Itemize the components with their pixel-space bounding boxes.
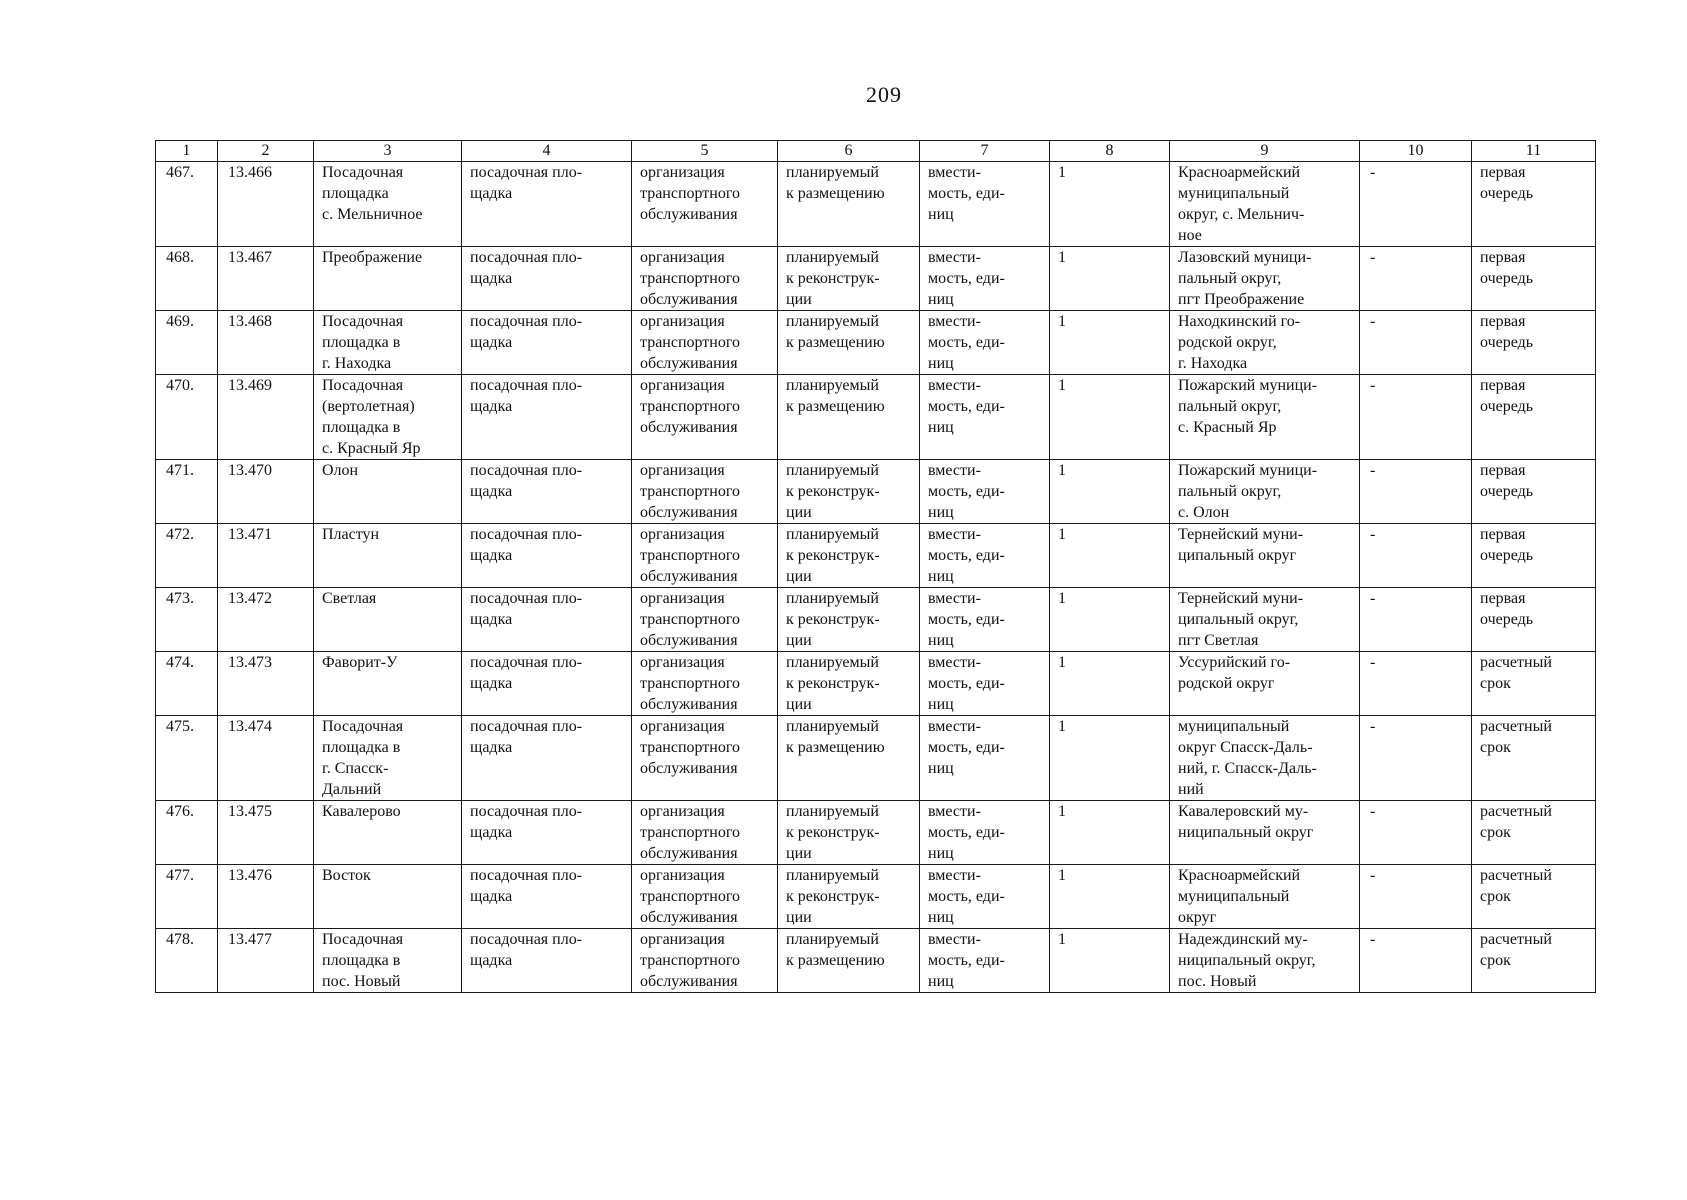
- cell-object-name: Посадочная площадка с. Мельничное: [314, 162, 462, 247]
- column-header-4: 4: [462, 141, 632, 162]
- cell-object-name: Светлая: [314, 588, 462, 652]
- cell-object-name: Посадочная (вертолетная) площадка в с. Красный Яр: [314, 375, 462, 460]
- cell-location: Надеждинский му- ниципальный округ, пос. Новый: [1170, 929, 1360, 993]
- cell-value: 1: [1050, 652, 1170, 716]
- cell-object-type: посадочная пло- щадка: [462, 929, 632, 993]
- cell-object-name: Фаворит-У: [314, 652, 462, 716]
- table-row: [156, 716, 1596, 801]
- cell-status: планируемый к реконструк- ции: [778, 247, 920, 311]
- cell-object-type: посадочная пло- щадка: [462, 652, 632, 716]
- cell-object-name: Пластун: [314, 524, 462, 588]
- cell-object-name: Олон: [314, 460, 462, 524]
- cell-row-number: 467.: [156, 162, 218, 247]
- table-body: [156, 162, 1596, 993]
- cell-object-type: посадочная пло- щадка: [462, 375, 632, 460]
- cell-zone: -: [1360, 524, 1472, 588]
- cell-purpose: организация транспортного обслуживания: [632, 652, 778, 716]
- cell-object-code: 13.476: [218, 865, 314, 929]
- cell-characteristic: вмести- мость, еди- ниц: [920, 652, 1050, 716]
- cell-row-number: 472.: [156, 524, 218, 588]
- cell-object-type: посадочная пло- щадка: [462, 247, 632, 311]
- cell-object-code: 13.472: [218, 588, 314, 652]
- column-header-9: 9: [1170, 141, 1360, 162]
- table-row: [156, 588, 1596, 652]
- cell-purpose: организация транспортного обслуживания: [632, 460, 778, 524]
- table-row: [156, 865, 1596, 929]
- column-header-7: 7: [920, 141, 1050, 162]
- cell-object-code: 13.475: [218, 801, 314, 865]
- cell-zone: -: [1360, 311, 1472, 375]
- cell-row-number: 468.: [156, 247, 218, 311]
- facilities-table: [155, 140, 1596, 993]
- column-header-1: 1: [156, 141, 218, 162]
- cell-object-code: 13.471: [218, 524, 314, 588]
- cell-row-number: 471.: [156, 460, 218, 524]
- cell-row-number: 469.: [156, 311, 218, 375]
- cell-value: 1: [1050, 247, 1170, 311]
- cell-location: Красноармейский муниципальный округ, с. Мельнич- ное: [1170, 162, 1360, 247]
- cell-row-number: 475.: [156, 716, 218, 801]
- cell-location: Красноармейский муниципальный округ: [1170, 865, 1360, 929]
- cell-value: 1: [1050, 162, 1170, 247]
- cell-object-type: посадочная пло- щадка: [462, 716, 632, 801]
- cell-object-name: Посадочная площадка в г. Находка: [314, 311, 462, 375]
- cell-object-type: посадочная пло- щадка: [462, 865, 632, 929]
- cell-location: муниципальный округ Спасск-Даль- ний, г. Спасск-Даль- ний: [1170, 716, 1360, 801]
- cell-implementation-period: расчетный срок: [1472, 652, 1596, 716]
- cell-zone: -: [1360, 247, 1472, 311]
- cell-implementation-period: расчетный срок: [1472, 716, 1596, 801]
- table-row: [156, 247, 1596, 311]
- table-row: [156, 524, 1596, 588]
- cell-value: 1: [1050, 311, 1170, 375]
- cell-object-code: 13.467: [218, 247, 314, 311]
- cell-object-type: посадочная пло- щадка: [462, 311, 632, 375]
- cell-purpose: организация транспортного обслуживания: [632, 801, 778, 865]
- cell-row-number: 478.: [156, 929, 218, 993]
- cell-row-number: 477.: [156, 865, 218, 929]
- cell-value: 1: [1050, 929, 1170, 993]
- table-row: [156, 801, 1596, 865]
- cell-object-name: Посадочная площадка в пос. Новый: [314, 929, 462, 993]
- cell-value: 1: [1050, 801, 1170, 865]
- cell-object-type: посадочная пло- щадка: [462, 588, 632, 652]
- cell-zone: -: [1360, 460, 1472, 524]
- column-header-2: 2: [218, 141, 314, 162]
- cell-characteristic: вмести- мость, еди- ниц: [920, 162, 1050, 247]
- cell-row-number: 474.: [156, 652, 218, 716]
- cell-characteristic: вмести- мость, еди- ниц: [920, 247, 1050, 311]
- cell-purpose: организация транспортного обслуживания: [632, 716, 778, 801]
- cell-zone: -: [1360, 716, 1472, 801]
- cell-characteristic: вмести- мость, еди- ниц: [920, 460, 1050, 524]
- cell-implementation-period: расчетный срок: [1472, 801, 1596, 865]
- cell-object-type: посадочная пло- щадка: [462, 162, 632, 247]
- cell-object-code: 13.466: [218, 162, 314, 247]
- cell-object-code: 13.477: [218, 929, 314, 993]
- column-header-3: 3: [314, 141, 462, 162]
- cell-implementation-period: первая очередь: [1472, 311, 1596, 375]
- cell-zone: -: [1360, 588, 1472, 652]
- cell-zone: -: [1360, 162, 1472, 247]
- cell-purpose: организация транспортного обслуживания: [632, 588, 778, 652]
- cell-characteristic: вмести- мость, еди- ниц: [920, 375, 1050, 460]
- cell-status: планируемый к размещению: [778, 162, 920, 247]
- cell-status: планируемый к размещению: [778, 375, 920, 460]
- cell-location: Тернейский муни- ципальный округ, пгт Светлая: [1170, 588, 1360, 652]
- table-row: [156, 460, 1596, 524]
- cell-object-name: Восток: [314, 865, 462, 929]
- cell-location: Пожарский муници- пальный округ, с. Олон: [1170, 460, 1360, 524]
- cell-location: Лазовский муници- пальный округ, пгт Преображение: [1170, 247, 1360, 311]
- cell-object-code: 13.469: [218, 375, 314, 460]
- cell-status: планируемый к размещению: [778, 311, 920, 375]
- cell-implementation-period: первая очередь: [1472, 375, 1596, 460]
- cell-object-type: посадочная пло- щадка: [462, 460, 632, 524]
- cell-characteristic: вмести- мость, еди- ниц: [920, 929, 1050, 993]
- cell-status: планируемый к размещению: [778, 716, 920, 801]
- cell-status: планируемый к реконструк- ции: [778, 652, 920, 716]
- cell-value: 1: [1050, 716, 1170, 801]
- cell-purpose: организация транспортного обслуживания: [632, 162, 778, 247]
- cell-row-number: 470.: [156, 375, 218, 460]
- table-row: [156, 375, 1596, 460]
- cell-zone: -: [1360, 375, 1472, 460]
- table-row: [156, 162, 1596, 247]
- cell-location: Тернейский муни- ципальный округ: [1170, 524, 1360, 588]
- cell-characteristic: вмести- мость, еди- ниц: [920, 801, 1050, 865]
- cell-characteristic: вмести- мость, еди- ниц: [920, 865, 1050, 929]
- cell-value: 1: [1050, 524, 1170, 588]
- cell-location: Находкинский го- родской округ, г. Находка: [1170, 311, 1360, 375]
- cell-characteristic: вмести- мость, еди- ниц: [920, 588, 1050, 652]
- cell-value: 1: [1050, 375, 1170, 460]
- cell-characteristic: вмести- мость, еди- ниц: [920, 716, 1050, 801]
- cell-location: Уссурийский го- родской округ: [1170, 652, 1360, 716]
- page-number: 209: [866, 82, 902, 107]
- cell-implementation-period: первая очередь: [1472, 524, 1596, 588]
- table-row: [156, 929, 1596, 993]
- cell-object-type: посадочная пло- щадка: [462, 801, 632, 865]
- cell-purpose: организация транспортного обслуживания: [632, 929, 778, 993]
- cell-status: планируемый к размещению: [778, 929, 920, 993]
- cell-implementation-period: расчетный срок: [1472, 865, 1596, 929]
- cell-purpose: организация транспортного обслуживания: [632, 311, 778, 375]
- table-header: [156, 141, 1596, 162]
- cell-implementation-period: первая очередь: [1472, 247, 1596, 311]
- cell-implementation-period: первая очередь: [1472, 460, 1596, 524]
- cell-zone: -: [1360, 652, 1472, 716]
- cell-object-code: 13.474: [218, 716, 314, 801]
- cell-object-name: Посадочная площадка в г. Спасск- Дальний: [314, 716, 462, 801]
- cell-location: Пожарский муници- пальный округ, с. Красный Яр: [1170, 375, 1360, 460]
- cell-zone: -: [1360, 929, 1472, 993]
- cell-object-name: Преображение: [314, 247, 462, 311]
- cell-status: планируемый к реконструк- ции: [778, 588, 920, 652]
- cell-object-type: посадочная пло- щадка: [462, 524, 632, 588]
- cell-row-number: 476.: [156, 801, 218, 865]
- header-row: [156, 141, 1596, 162]
- cell-zone: -: [1360, 801, 1472, 865]
- cell-purpose: организация транспортного обслуживания: [632, 247, 778, 311]
- table-row: [156, 311, 1596, 375]
- cell-implementation-period: расчетный срок: [1472, 929, 1596, 993]
- cell-implementation-period: первая очередь: [1472, 162, 1596, 247]
- cell-status: планируемый к реконструк- ции: [778, 460, 920, 524]
- column-header-5: 5: [632, 141, 778, 162]
- cell-status: планируемый к реконструк- ции: [778, 524, 920, 588]
- cell-purpose: организация транспортного обслуживания: [632, 865, 778, 929]
- cell-value: 1: [1050, 865, 1170, 929]
- cell-status: планируемый к реконструк- ции: [778, 801, 920, 865]
- cell-location: Кавалеровский му- ниципальный округ: [1170, 801, 1360, 865]
- table-row: [156, 652, 1596, 716]
- cell-row-number: 473.: [156, 588, 218, 652]
- cell-value: 1: [1050, 460, 1170, 524]
- cell-object-code: 13.470: [218, 460, 314, 524]
- cell-implementation-period: первая очередь: [1472, 588, 1596, 652]
- column-header-8: 8: [1050, 141, 1170, 162]
- cell-status: планируемый к реконструк- ции: [778, 865, 920, 929]
- column-header-11: 11: [1472, 141, 1596, 162]
- column-header-10: 10: [1360, 141, 1472, 162]
- cell-characteristic: вмести- мость, еди- ниц: [920, 524, 1050, 588]
- cell-object-code: 13.473: [218, 652, 314, 716]
- cell-zone: -: [1360, 865, 1472, 929]
- cell-object-code: 13.468: [218, 311, 314, 375]
- cell-purpose: организация транспортного обслуживания: [632, 375, 778, 460]
- cell-value: 1: [1050, 588, 1170, 652]
- cell-object-name: Кавалерово: [314, 801, 462, 865]
- column-header-6: 6: [778, 141, 920, 162]
- cell-purpose: организация транспортного обслуживания: [632, 524, 778, 588]
- cell-characteristic: вмести- мость, еди- ниц: [920, 311, 1050, 375]
